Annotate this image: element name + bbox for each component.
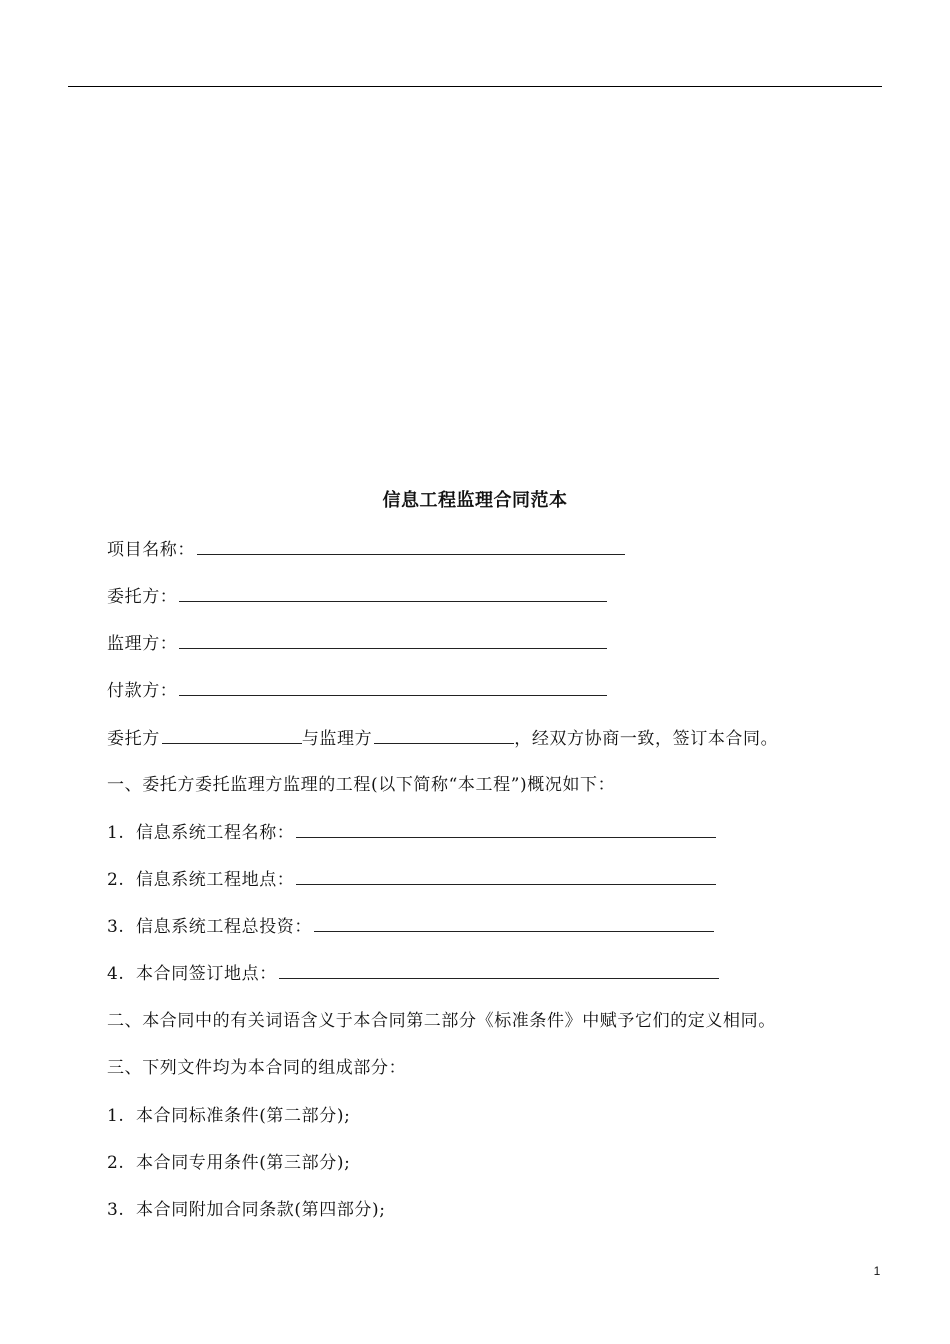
field-project-name: [107, 537, 625, 562]
section1-item-number: 1.: [107, 823, 125, 843]
section3-heading: 三、下列文件均为本合同的组成部分：: [107, 1058, 407, 1078]
section3-item-number: 2.: [107, 1153, 125, 1173]
section3-item-label: 本合同标准条件(第二部分);: [136, 1106, 351, 1126]
payer-blank: [179, 678, 607, 696]
agreement-client-blank: [162, 726, 302, 744]
agreement-part3: ，经双方协商一致，签订本合同。: [514, 729, 779, 749]
field-payer-label: 付款方：: [107, 681, 178, 701]
header-rule: [68, 86, 882, 87]
section3-item-label: 本合同附加合同条款(第四部分);: [136, 1200, 386, 1220]
section1-item-number: 2.: [107, 870, 125, 890]
field-supervisor: [107, 631, 607, 656]
section1-heading: 一、委托方委托监理方监理的工程(以下简称“本工程”)概况如下：: [107, 775, 616, 795]
agreement-part2: 与监理方: [301, 729, 373, 749]
engineering-name-blank: [296, 820, 716, 838]
section1-item-label: 信息系统工程名称：: [136, 823, 295, 843]
field-client: [107, 584, 607, 609]
section3-item-number: 1.: [107, 1106, 125, 1126]
section2-heading: 二、本合同中的有关词语含义于本合同第二部分《标准条件》中赋予它们的定义相同。: [107, 1011, 776, 1031]
section1-item-number: 3.: [107, 917, 125, 937]
section1-item-label: 本合同签订地点：: [136, 964, 277, 984]
section1-item: [107, 961, 719, 986]
section3-item-label: 本合同专用条件(第三部分);: [136, 1153, 351, 1173]
section3-item: [107, 1198, 386, 1222]
section1-item: [107, 867, 716, 892]
section1-item-label: 信息系统工程总投资：: [136, 917, 312, 937]
supervisor-blank: [179, 631, 607, 649]
field-project-name-label: 项目名称：: [107, 540, 195, 560]
field-client-label: 委托方：: [107, 587, 178, 607]
section1-item-label: 信息系统工程地点：: [136, 870, 295, 890]
section3-item: [107, 1151, 350, 1175]
engineering-location-blank: [296, 867, 716, 885]
field-payer: [107, 678, 607, 703]
signing-location-blank: [279, 961, 719, 979]
section1-item-number: 4.: [107, 964, 125, 984]
section1-item: [107, 820, 716, 845]
client-blank: [179, 584, 607, 602]
field-supervisor-label: 监理方：: [107, 634, 178, 654]
agreement-supervisor-blank: [374, 726, 514, 744]
document-title: 信息工程监理合同范本: [382, 490, 568, 511]
agreement-line: [107, 726, 778, 751]
page-number: 1: [873, 1264, 881, 1278]
section1-item: [107, 914, 714, 939]
agreement-part1: 委托方: [107, 729, 160, 749]
section3-item: [107, 1104, 350, 1128]
project-name-blank: [197, 537, 625, 555]
total-investment-blank: [314, 914, 714, 932]
section3-item-number: 3.: [107, 1200, 125, 1220]
